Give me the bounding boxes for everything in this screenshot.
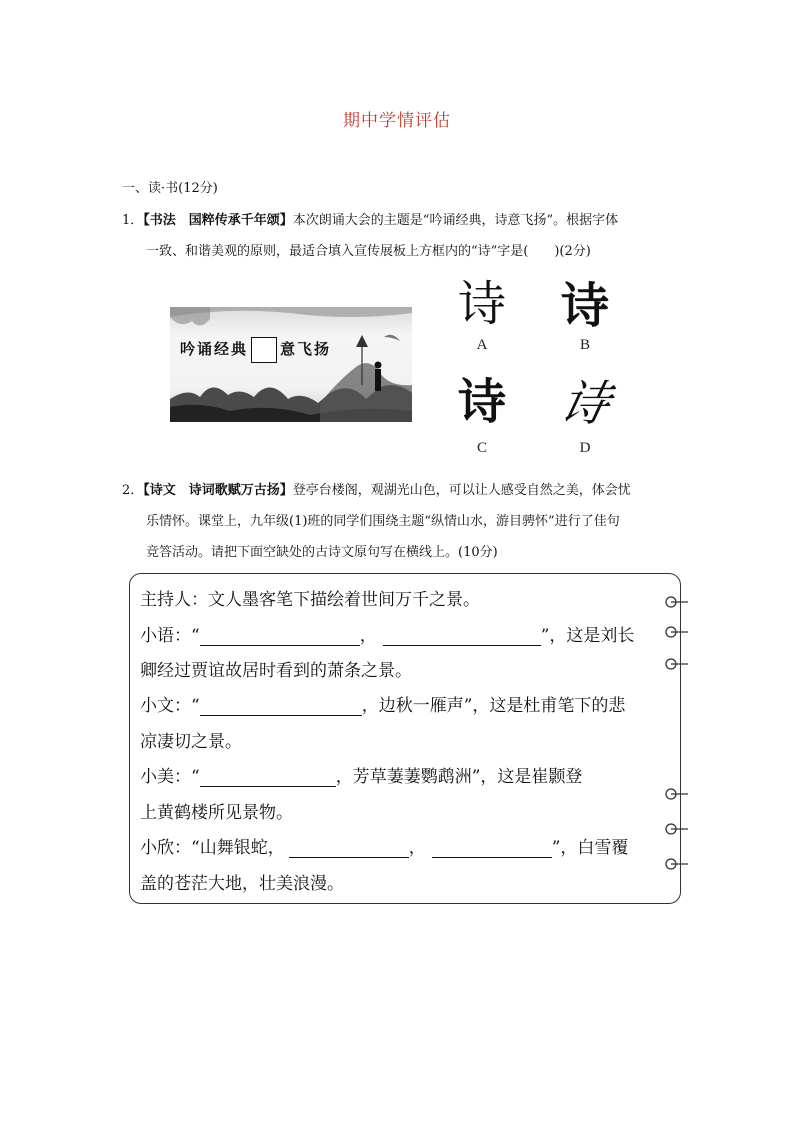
option-d-label: D xyxy=(579,440,591,456)
option-a-label: A xyxy=(476,337,488,353)
speaker-prefix: 小美：“ xyxy=(140,767,200,787)
dialog-text: ，边秋一雁声”，这是杜甫笔下的悲 xyxy=(361,696,626,716)
dialog-line-xiaowen xyxy=(140,691,625,716)
binder-ring-icon xyxy=(664,786,690,802)
dialog-text: ”，白雪覆 xyxy=(551,838,629,858)
speaker-prefix: 小文：“ xyxy=(140,696,200,716)
binder-ring-icon xyxy=(664,821,690,837)
question-number: 1． xyxy=(122,213,144,228)
binder-ring-icon xyxy=(664,624,690,640)
answer-blank-1[interactable] xyxy=(200,627,360,646)
dialog-line-xiaoyu xyxy=(140,621,634,646)
answer-blank-5[interactable] xyxy=(289,839,409,858)
banner-text-left: 吟诵经典 xyxy=(180,340,249,358)
speaker-prefix: 小语：“ xyxy=(140,626,200,646)
answer-blank-3[interactable] xyxy=(200,697,362,716)
ink-landscape-image xyxy=(170,307,412,422)
blank-character-box xyxy=(251,337,277,363)
question-text: 本次朗诵大会的主题是“吟诵经典，诗意飞扬”。根据字体 xyxy=(292,213,619,228)
banner-text-right: 意飞扬 xyxy=(280,340,332,358)
dialog-text: ，芳草萋萋鹦鹉洲”，这是崔颢登 xyxy=(335,767,583,787)
dialog-line-xiaoxin xyxy=(140,833,628,858)
option-a-glyph[interactable]: 诗 xyxy=(457,276,506,332)
separator: ， xyxy=(408,838,426,858)
question-text: 登亭台楼阁，观湖光山色，可以让人感受自然之美，体会忧 xyxy=(292,483,631,498)
question-1-line-1 xyxy=(122,209,618,228)
dialog-line-xiaoyu-cont: 卿经过贾谊故居时看到的萧条之景。 xyxy=(140,661,412,681)
option-c-glyph[interactable]: 诗 xyxy=(457,374,506,430)
dialog-line-host: 主持人：文人墨客笔下描绘着世间万千之景。 xyxy=(140,590,480,610)
question-tag: 【书法 国粹传承千年颂】 xyxy=(143,213,293,228)
page-title: 期中学情评估 xyxy=(343,111,451,131)
option-b-glyph[interactable]: 诗 xyxy=(560,278,609,334)
binder-ring-icon xyxy=(664,856,690,872)
banner-illustration xyxy=(170,307,412,422)
question-2-line-3: 竞答活动。请把下面空缺处的古诗文原句写在横线上。(10分) xyxy=(146,545,498,560)
question-1-line-2: 一致、和谐美观的原则，最适合填入宣传展板上方框内的“诗”字是( )(2分) xyxy=(146,244,591,259)
answer-blank-2[interactable] xyxy=(383,627,541,646)
dialog-line-xiaoxin-cont: 盖的苍茫大地，壮美浪漫。 xyxy=(140,874,344,894)
option-d-glyph[interactable]: 诗 xyxy=(555,376,615,432)
answer-blank-6[interactable] xyxy=(432,839,552,858)
dialog-line-xiaomei xyxy=(140,762,582,787)
option-b-label: B xyxy=(579,337,590,353)
question-number: 2． xyxy=(122,483,144,498)
separator: ， xyxy=(359,626,377,646)
dialog-line-xiaomei-cont: 上黄鹤楼所见景物。 xyxy=(140,803,293,823)
speaker-prefix: 小欣：“山舞银蛇， xyxy=(140,838,285,858)
question-2-line-2: 乐情怀。课堂上，九年级(1)班的同学们围绕主题“纵情山水，游目骋怀”进行了佳句 xyxy=(146,514,620,529)
binder-ring-icon xyxy=(664,656,690,672)
banner-slogan xyxy=(180,337,331,363)
dialog-line-xiaowen-cont: 凉凄切之景。 xyxy=(140,732,242,752)
question-2-line-1 xyxy=(122,479,631,498)
section-heading: 一、读·书(12分) xyxy=(122,181,218,196)
dialog-text: ”，这是刘长 xyxy=(540,626,635,646)
binder-ring-icon xyxy=(664,594,690,610)
option-c-label: C xyxy=(476,440,487,456)
question-tag: 【诗文 诗词歌赋万古扬】 xyxy=(143,483,293,498)
answer-blank-4[interactable] xyxy=(200,768,336,787)
